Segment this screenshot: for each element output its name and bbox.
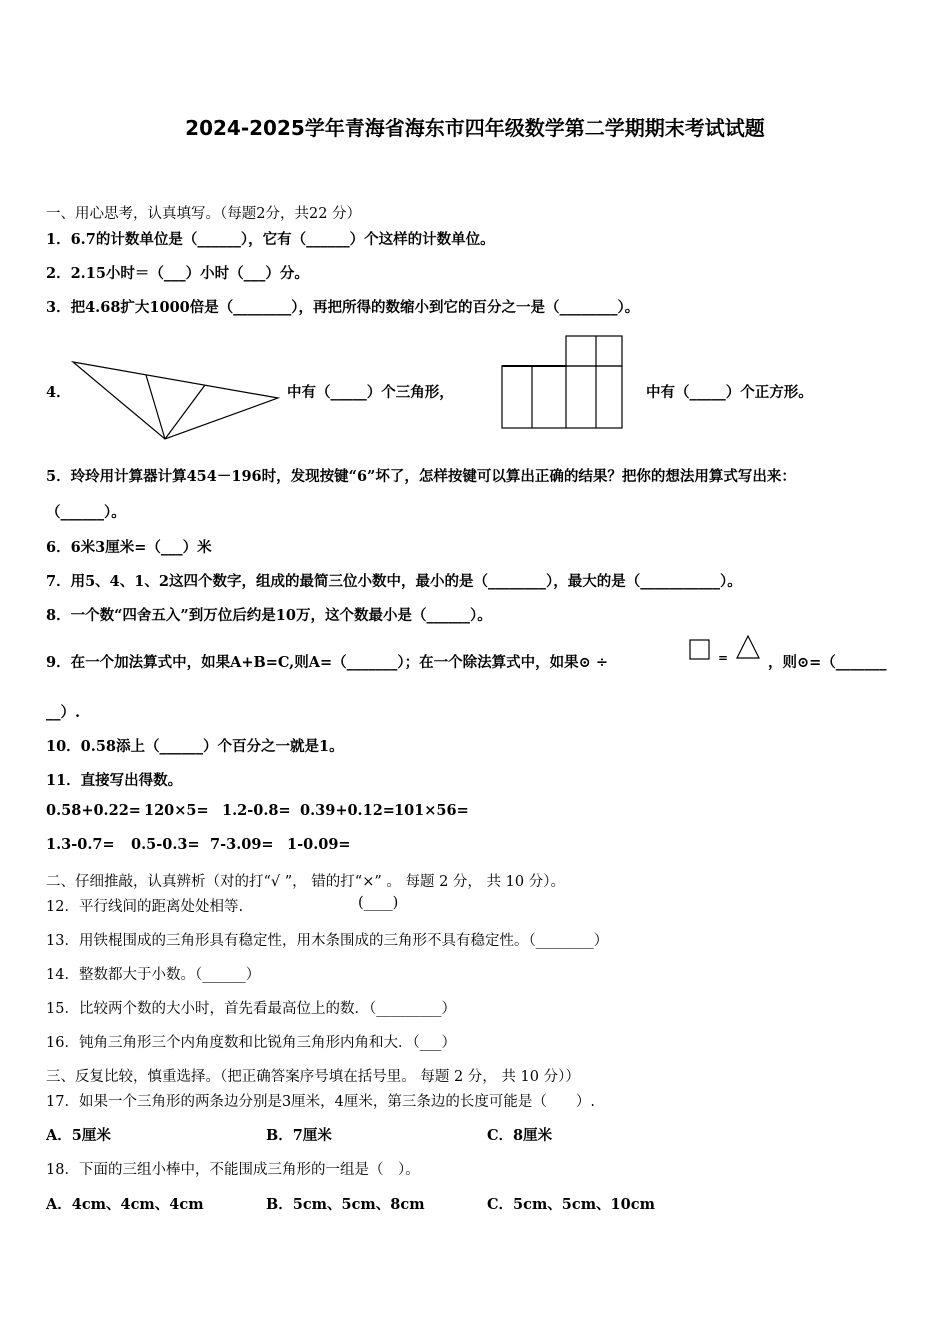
question-18-option-b: B．5cm、5cm、8cm — [266, 1196, 425, 1213]
question-9-line-1: 9．在一个加法算式中，如果A+B=C,则A=（_______）；在一个除法算式中，如果⊙ ÷ — [46, 654, 608, 671]
section-2-heading: 二、仔细推敲，认真辨析（对的打“√ ”， 错的打“×” 。 每题 2 分， 共 10 分）。 — [46, 874, 565, 890]
triangle-symbol-icon — [736, 634, 762, 660]
question-9-line-2: __）. — [46, 704, 81, 721]
calc-item: 120×5= — [144, 802, 209, 819]
calc-item: 0.5-0.3= — [131, 836, 200, 853]
calc-item: 1.2-0.8= — [222, 802, 291, 819]
question-10: 10．0.58添上（______）个百分之一就是1。 — [46, 738, 344, 755]
question-17-option-c: C．8厘米 — [487, 1127, 553, 1144]
question-18-option-a: A．4cm、4cm、4cm — [46, 1196, 204, 1213]
question-4-square-text: 中有（_____）个正方形。 — [646, 384, 813, 401]
question-4-number: 4． — [46, 384, 71, 401]
question-4-triangle-text: 中有（_____）个三角形， — [287, 384, 454, 401]
question-12: 12．平行线间的距离处处相等. — [46, 899, 244, 915]
calc-item: 0.58+0.22= — [46, 802, 141, 819]
question-17-option-b: B．7厘米 — [266, 1127, 332, 1144]
calc-item: 7-3.09= — [210, 836, 274, 853]
page-title: 2024-2025学年青海省海东市四年级数学第二学期期末考试试题 — [185, 116, 765, 140]
question-13: 13．用铁棍围成的三角形具有稳定性，用木条围成的三角形不具有稳定性。（________） — [46, 933, 609, 949]
question-8: 8．一个数“四舍五入”到万位后约是10万，这个数最小是（______）。 — [46, 607, 492, 624]
question-17-option-a: A．5厘米 — [46, 1127, 111, 1144]
squares-figure — [500, 334, 626, 430]
question-15: 15．比较两个数的大小时，首先看最高位上的数．（_________） — [46, 1001, 456, 1017]
question-17: 17．如果一个三角形的两条边分别是3厘米，4厘米，第三条边的长度可能是（ ）. — [46, 1094, 596, 1110]
calc-item: 101×56= — [394, 802, 469, 819]
question-12-blank: (____) — [358, 895, 399, 911]
question-18-option-c: C．5cm、5cm、10cm — [487, 1196, 655, 1213]
question-18: 18．下面的三组小棒中，不能围成三角形的一组是（ ）。 — [46, 1162, 420, 1178]
section-3-heading: 三、反复比较，慎重选择。（把正确答案序号填在括号里。 每题 2 分， 共 10 分）） — [46, 1069, 580, 1085]
question-9-then: ，则⊙=（_______ — [768, 654, 887, 671]
question-16: 16．钝角三角形三个内角度数和比锐角三角形内角和大．（___） — [46, 1035, 456, 1051]
calc-item: 1.3-0.7= — [46, 836, 115, 853]
section-1-heading: 一、用心思考，认真填写。（每题2分，共22 分） — [46, 206, 362, 222]
question-1: 1．6.7的计数单位是（______），它有（______）个这样的计数单位。 — [46, 231, 495, 248]
triangle-figure — [70, 360, 282, 442]
question-7: 7．用5、4、1、2这四个数字，组成的最简三位小数中，最小的是（________），最大的是（___________）。 — [46, 573, 742, 590]
calc-item: 1-0.09= — [287, 836, 351, 853]
question-14: 14．整数都大于小数。（______） — [46, 967, 261, 983]
question-9-equals: = — [718, 651, 729, 665]
calc-item: 0.39+0.12= — [300, 802, 395, 819]
question-3: 3．把4.68扩大1000倍是（________），再把所得的数缩小到它的百分之一是（________）。 — [46, 299, 640, 316]
square-symbol-icon — [689, 639, 711, 661]
question-6: 6．6米3厘米=（___）米 — [46, 539, 212, 556]
question-2: 2．2.15小时＝（___）小时（___）分。 — [46, 265, 309, 282]
question-5-line-1: 5．玲玲用计算器计算454－196时，发现按键“6”坏了，怎样按键可以算出正确的结果？把你的想法用算式写出来： — [46, 468, 796, 485]
question-5-line-2: （______）。 — [46, 504, 126, 521]
question-11: 11．直接写出得数。 — [46, 772, 183, 789]
